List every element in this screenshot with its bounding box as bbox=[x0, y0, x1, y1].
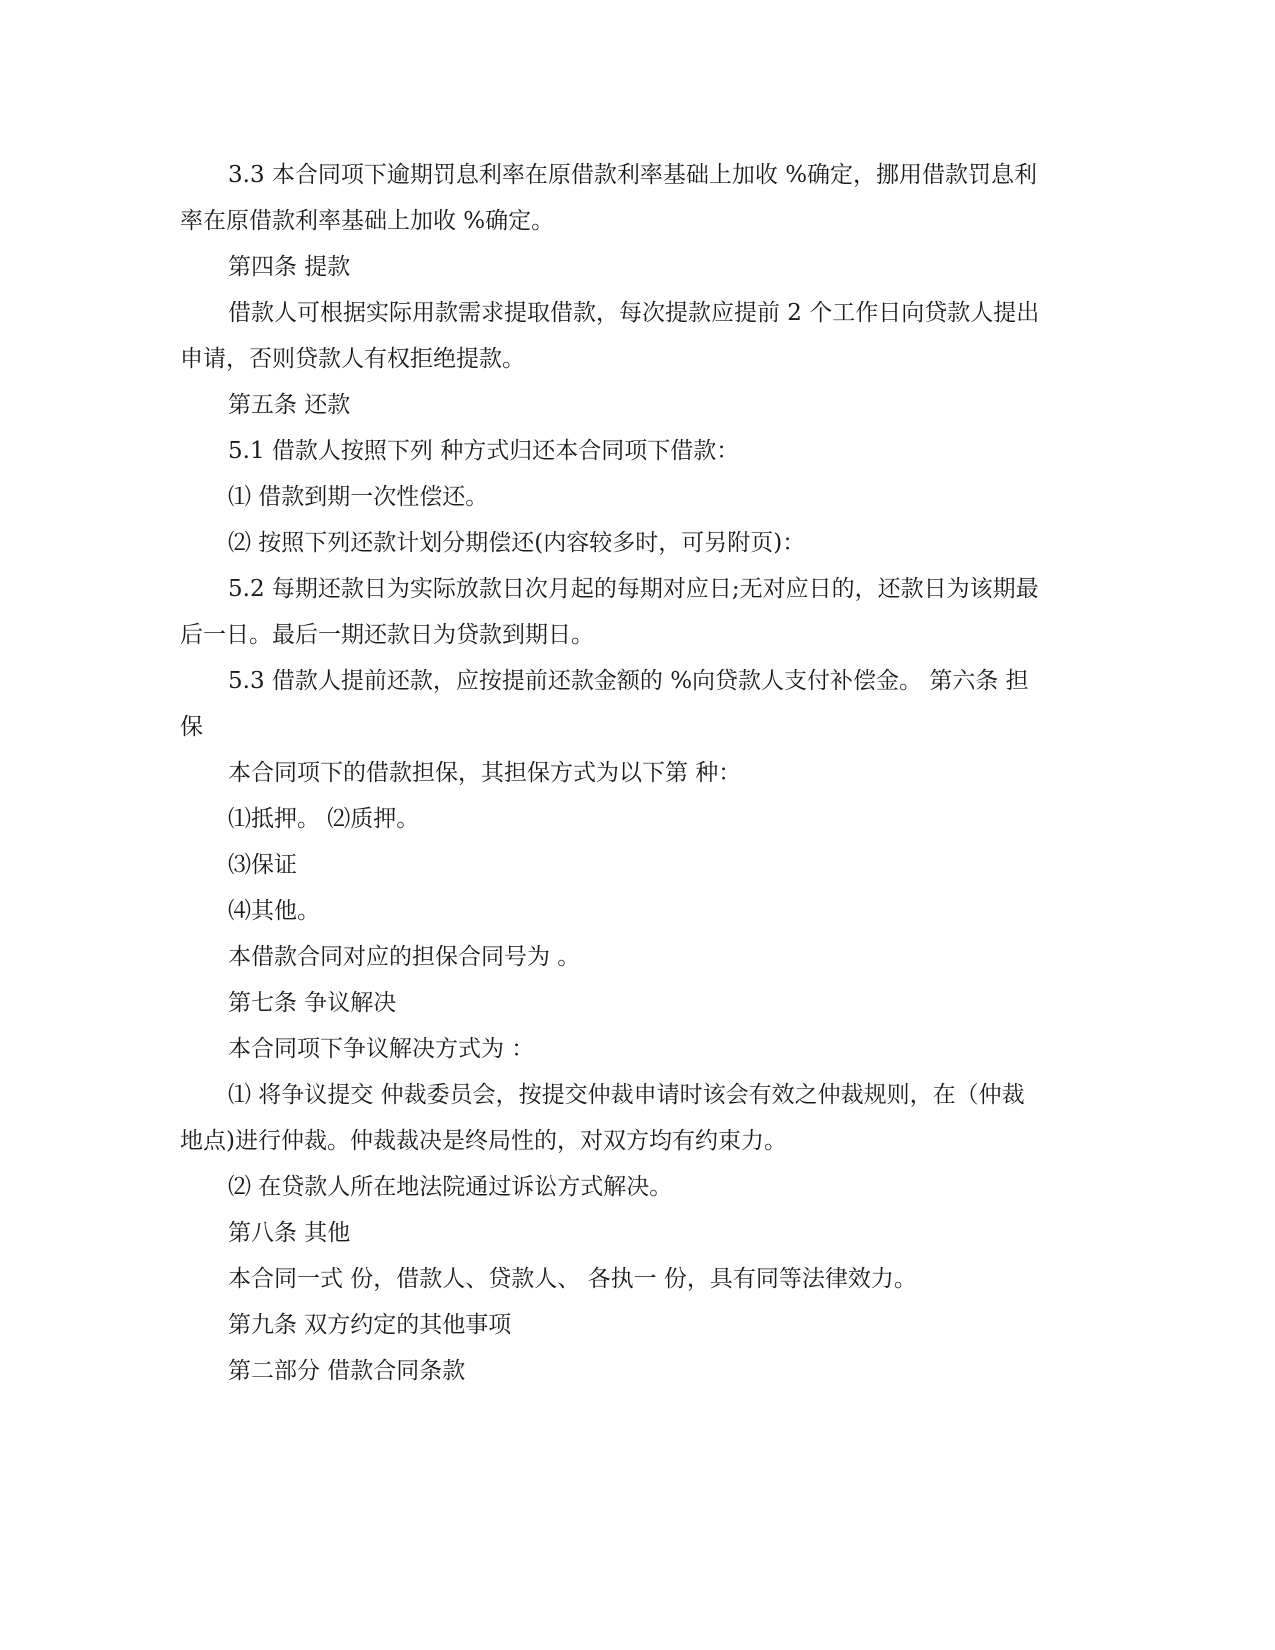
part-2-heading: 第二部分 借款合同条款 bbox=[228, 1358, 466, 1384]
article-6-guarantee-text: 本合同项下的借款担保，其担保方式为以下第 种： bbox=[228, 760, 742, 786]
clause-3-3-penalty-rate: 3.3 本合同项下逾期罚息利率在原借款利率基础上加收 %确定，挪用借款罚息利率在原借款利率基础上加收 %确定。 bbox=[180, 162, 1038, 234]
article-4-drawdown-text: 借款人可根据实际用款需求提取借款，每次提款应提前 2 个工作日向贷款人提出申请，否则贷款人有权拒绝提款。 bbox=[180, 300, 1040, 372]
clause-5-1-option-1: ⑴ 借款到期一次性偿还。 bbox=[228, 484, 489, 510]
article-7-heading: 第七条 争议解决 bbox=[228, 990, 397, 1016]
guarantee-contract-number: 本借款合同对应的担保合同号为 。 bbox=[228, 944, 581, 970]
article-9-heading: 第九条 双方约定的其他事项 bbox=[228, 1312, 512, 1338]
article-8-copies-text: 本合同一式 份，借款人、贷款人、 各执一 份，具有同等法律效力。 bbox=[228, 1266, 917, 1292]
document-page bbox=[180, 152, 1040, 1394]
article-5-heading: 第五条 还款 bbox=[228, 392, 351, 418]
clause-5-2: 5.2 每期还款日为实际放款日次月起的每期对应日;无对应日的，还款日为该期最后一日。最后一期还款日为贷款到期日。 bbox=[180, 576, 1039, 648]
article-7-intro: 本合同项下争议解决方式为 ： bbox=[228, 1036, 535, 1062]
guarantee-option-4: ⑷其他。 bbox=[228, 898, 320, 924]
clause-5-3-and-article-6-heading: 5.3 借款人提前还款，应按提前还款金额的 %向贷款人支付补偿金。 第六条 担保 bbox=[180, 668, 1029, 740]
dispute-option-2: ⑵ 在贷款人所在地法院通过诉讼方式解决。 bbox=[228, 1174, 673, 1200]
article-8-heading: 第八条 其他 bbox=[228, 1220, 351, 1246]
guarantee-option-3: ⑶保证 bbox=[228, 852, 297, 878]
dispute-option-1: ⑴ 将争议提交 仲裁委员会，按提交仲裁申请时该会有效之仲裁规则，在（仲裁地点)进行仲裁。仲裁裁决是终局性的，对双方均有约束力。 bbox=[180, 1082, 1025, 1154]
guarantee-options-1-2: ⑴抵押。 ⑵质押。 bbox=[228, 806, 420, 832]
clause-5-1-option-2: ⑵ 按照下列还款计划分期偿还(内容较多时，可另附页)： bbox=[228, 530, 806, 556]
clause-5-1: 5.1 借款人按照下列 种方式归还本合同项下借款： bbox=[228, 438, 740, 464]
article-4-heading: 第四条 提款 bbox=[228, 254, 351, 280]
